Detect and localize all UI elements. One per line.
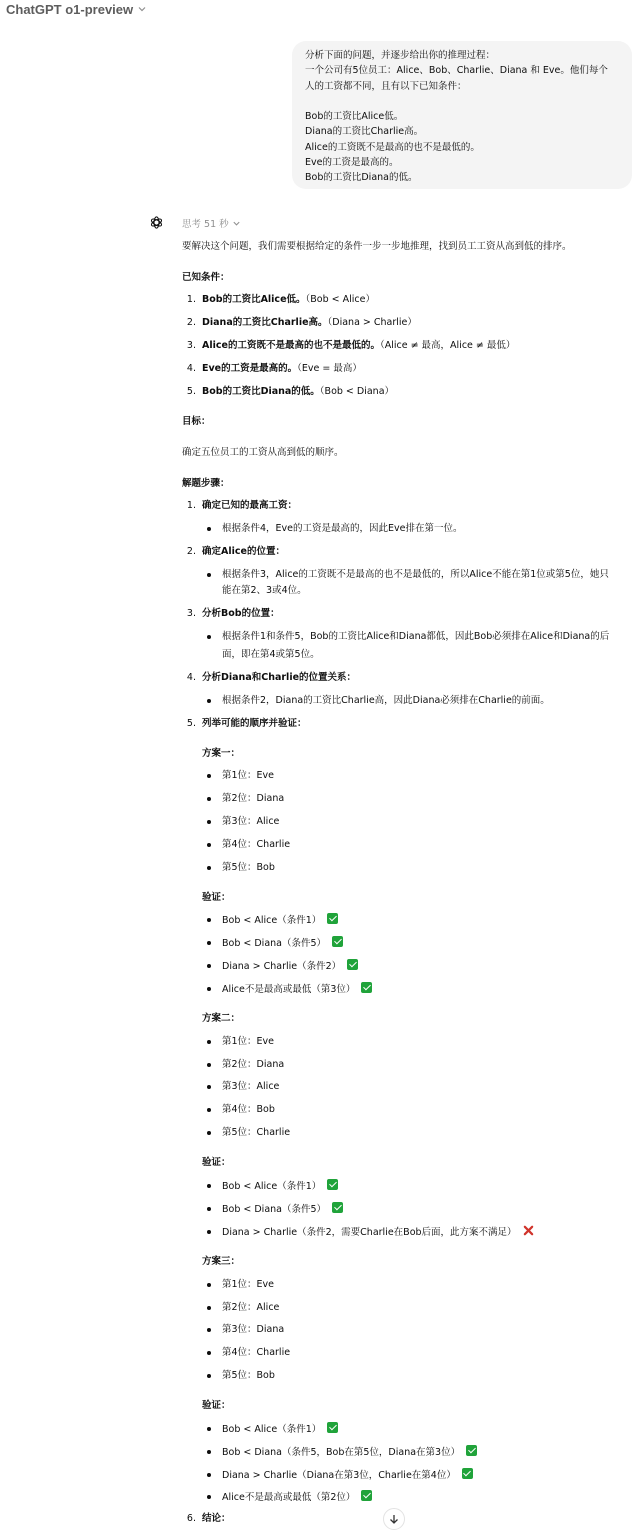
goal-heading: 目标：: [182, 416, 211, 427]
step-title: 结论：: [202, 1513, 231, 1524]
verify-text: Bob < Diana（条件5）: [222, 1204, 327, 1215]
bullet-dot: [207, 1374, 211, 1378]
condition-item: [202, 293, 375, 307]
step-title: 分析Bob的位置：: [202, 608, 280, 619]
chevron-down-icon[interactable]: [137, 4, 147, 14]
verify-text: Bob < Diana（条件5）: [222, 938, 327, 949]
known-heading: 已知条件：: [182, 272, 230, 283]
verify-text: Bob < Alice（条件1）: [222, 915, 322, 926]
bullet-dot: [207, 1085, 211, 1089]
check-mark-icon: [361, 982, 372, 993]
check-mark-icon: [327, 1179, 338, 1190]
bullet-dot: [207, 1283, 211, 1287]
verify-item: [222, 1225, 534, 1240]
condition-formula: （Alice ≠ 最高，Alice ≠ 最低）: [379, 340, 516, 351]
verify-heading: 验证：: [202, 1400, 231, 1411]
plan-order-item: 第5位：Bob: [222, 862, 275, 873]
verify-heading: 验证：: [202, 892, 231, 903]
verify-item: [222, 1468, 473, 1483]
check-mark-icon: [327, 913, 338, 924]
check-mark-icon: [462, 1468, 473, 1479]
list-number: 6.: [186, 1513, 196, 1524]
check-mark-icon: [332, 1202, 343, 1213]
bullet-dot: [207, 843, 211, 847]
verify-heading: 验证：: [202, 1157, 231, 1168]
bullet-dot: [207, 1495, 211, 1499]
verify-item: [222, 1179, 338, 1194]
bullet-dot: [207, 1207, 211, 1211]
plan-order-item: 第4位：Charlie: [222, 1347, 291, 1358]
bullet-dot: [207, 1473, 211, 1477]
bullet-dot: [207, 1131, 211, 1135]
bullet-dot: [207, 1063, 211, 1067]
plan-order-item: 第1位：Eve: [222, 770, 275, 781]
list-number: 2.: [186, 317, 196, 328]
verify-text: Bob < Alice（条件1）: [222, 1424, 322, 1435]
verify-item: [222, 959, 358, 974]
verify-text: Bob < Diana（条件5，Bob在第5位，Diana在第3位）: [222, 1447, 461, 1458]
step-bullet-text: 根据条件2，Diana的工资比Charlie高，因此Diana必须排在Charlie的前面。: [222, 695, 550, 706]
plan-title: 方案三：: [202, 1256, 241, 1267]
verify-item: [222, 1490, 372, 1505]
condition-formula: （Diana > Charlie）: [327, 317, 417, 328]
plan-order-item: 第3位：Alice: [222, 1081, 280, 1092]
step-bullet-text: 根据条件3，Alice的工资既不是最高的也不是最低的，所以Alice不能在第1位或第5位，她只: [222, 569, 609, 580]
plan-title: 方案二：: [202, 1013, 241, 1024]
bullet-dot: [207, 987, 211, 991]
plan-order-item: 第5位：Charlie: [222, 1127, 291, 1138]
bullet-dot: [207, 527, 211, 531]
plan-order-item: 第5位：Bob: [222, 1370, 275, 1381]
condition-formula: （Eve = 最高）: [297, 363, 362, 374]
scroll-to-bottom-button[interactable]: [383, 1508, 405, 1530]
verify-text: Diana > Charlie（Diana在第3位，Charlie在第4位）: [222, 1470, 456, 1481]
verify-item: [222, 1202, 343, 1217]
user-message-line: Eve的工资是最高的。: [305, 157, 399, 169]
plan-order-item: 第3位：Diana: [222, 1324, 285, 1335]
plan-order-item: 第1位：Eve: [222, 1036, 275, 1047]
bullet-dot: [207, 1230, 211, 1234]
user-message-line: 人的工资都不同，且有以下已知条件：: [305, 80, 467, 92]
bullet-dot: [207, 699, 211, 703]
bullet-dot: [207, 964, 211, 968]
check-mark-icon: [347, 959, 358, 970]
condition-bold: Diana的工资比Charlie高。: [202, 317, 328, 328]
verify-item: [222, 982, 372, 997]
list-number: 5.: [186, 386, 196, 397]
condition-bold: Bob的工资比Diana的低。: [202, 386, 320, 397]
model-selector[interactable]: ChatGPT o1-preview: [6, 1, 134, 17]
list-number: 3.: [186, 340, 196, 351]
plan-order-item: 第2位：Diana: [222, 1059, 285, 1070]
user-message-line: Bob的工资比Alice低。: [305, 111, 404, 123]
plan-order-item: 第3位：Alice: [222, 816, 280, 827]
verify-text: Bob < Alice（条件1）: [222, 1181, 322, 1192]
intro-text: 要解决这个问题，我们需要根据给定的条件一步一步地推理，找到员工工资从高到低的排序。: [182, 241, 572, 252]
condition-bold: Bob的工资比Alice低。: [202, 294, 306, 305]
bullet-dot: [207, 866, 211, 870]
step-title: 确定已知的最高工资：: [202, 500, 298, 511]
verify-item: [222, 913, 338, 928]
plan-order-item: 第2位：Diana: [222, 793, 285, 804]
plan-order-item: 第4位：Bob: [222, 1104, 275, 1115]
verify-item: [222, 936, 343, 951]
bullet-dot: [207, 573, 211, 577]
plan-order-item: 第4位：Charlie: [222, 839, 291, 850]
condition-item: [202, 385, 394, 399]
bullet-dot: [207, 1040, 211, 1044]
check-mark-icon: [327, 1422, 338, 1433]
bullet-dot: [207, 1351, 211, 1355]
goal-text: 确定五位员工的工资从高到低的顺序。: [182, 447, 344, 458]
condition-item: [202, 362, 362, 376]
step-bullet-text: 能在第2、3或4位。: [222, 585, 307, 596]
list-number: 4.: [186, 672, 196, 683]
condition-item: [202, 339, 515, 353]
condition-bold: Eve的工资是最高的。: [202, 363, 298, 374]
user-message-line: Diana的工资比Charlie高。: [305, 126, 424, 138]
step-title: 分析Diana和Charlie的位置关系：: [202, 672, 357, 683]
user-message-line: Bob的工资比Diana的低。: [305, 172, 418, 184]
arrow-down-icon: [388, 1513, 400, 1525]
verify-text: Diana > Charlie（条件2）: [222, 961, 342, 972]
openai-logo-icon: [149, 215, 164, 230]
list-number: 5.: [186, 718, 196, 729]
user-message-line: [305, 94, 622, 109]
step-title: 列举可能的顺序并验证：: [202, 718, 307, 729]
bullet-dot: [207, 1108, 211, 1112]
bullet-dot: [207, 1328, 211, 1332]
list-number: 3.: [186, 608, 196, 619]
list-number: 1.: [186, 500, 196, 511]
app-header: [0, 0, 639, 18]
verify-item: [222, 1422, 338, 1437]
list-number: 2.: [186, 546, 196, 557]
bullet-dot: [207, 941, 211, 945]
bullet-dot: [207, 1306, 211, 1310]
verify-text: Diana > Charlie（条件2，需要Charlie在Bob后面，此方案不满足）: [222, 1227, 517, 1238]
cross-mark-icon: [523, 1225, 534, 1236]
list-number: 1.: [186, 294, 196, 305]
bullet-dot: [207, 918, 211, 922]
condition-item: [202, 316, 417, 330]
condition-formula: （Bob < Diana）: [319, 386, 395, 397]
plan-order-item: 第1位：Eve: [222, 1279, 275, 1290]
check-mark-icon: [361, 1490, 372, 1501]
step-bullet-text: 面，即在第4或第5位。: [222, 649, 320, 660]
verify-text: Alice不是最高或最低（第2位）: [222, 1492, 356, 1503]
list-number: 4.: [186, 363, 196, 374]
step-title: 确定Alice的位置：: [202, 546, 285, 557]
bullet-dot: [207, 797, 211, 801]
check-mark-icon: [332, 936, 343, 947]
user-message-line: Alice的工资既不是最高的也不是最低的。: [305, 141, 480, 153]
user-message-bubble: [292, 41, 632, 189]
condition-bold: Alice的工资既不是最高的也不是最低的。: [202, 340, 380, 351]
thinking-toggle[interactable]: [182, 216, 241, 230]
plan-order-item: 第2位：Alice: [222, 1302, 280, 1313]
check-mark-icon: [466, 1445, 477, 1456]
bullet-dot: [207, 635, 211, 639]
user-message-line: 一个公司有5位员工：Alice、Bob、Charlie、Diana 和 Eve。他们每个: [305, 65, 608, 77]
verify-item: [222, 1445, 477, 1460]
thinking-label: 思考 51 秒: [182, 219, 229, 230]
bullet-dot: [207, 1427, 211, 1431]
plan-title: 方案一：: [202, 748, 241, 759]
bullet-dot: [207, 1184, 211, 1188]
user-message-line: 分析下面的问题，并逐步给出你的推理过程：: [305, 50, 496, 61]
verify-text: Alice不是最高或最低（第3位）: [222, 984, 356, 995]
step-bullet-text: 根据条件1和条件5，Bob的工资比Alice和Diana都低，因此Bob必须排在Alice和Diana的后: [222, 631, 610, 642]
bullet-dot: [207, 1450, 211, 1454]
steps-heading: 解题步骤：: [182, 478, 230, 489]
condition-formula: （Bob < Alice）: [305, 294, 375, 305]
bullet-dot: [207, 774, 211, 778]
chevron-down-icon: [232, 219, 241, 228]
step-bullet-text: 根据条件4，Eve的工资是最高的，因此Eve排在第一位。: [222, 523, 463, 534]
bullet-dot: [207, 820, 211, 824]
